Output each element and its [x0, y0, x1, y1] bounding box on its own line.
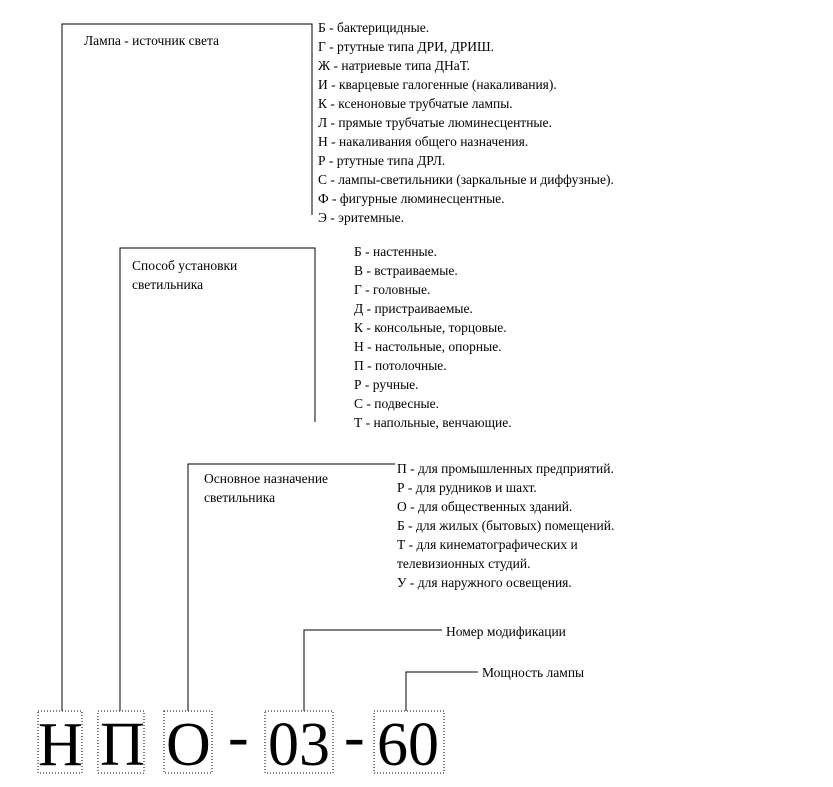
code-letter-purpose: О — [166, 711, 211, 779]
power-label: Мощность лампы — [482, 665, 585, 680]
list-item: О - для общественных зданий. — [397, 499, 573, 514]
list-item: Р - ртутные типа ДРЛ. — [318, 153, 446, 168]
code-letter-lamp: Н — [38, 711, 83, 779]
list-item: Т - напольные, венчающие. — [354, 415, 512, 430]
list-item: Т - для кинематографических и — [397, 537, 578, 552]
mounting-type-list — [354, 242, 512, 432]
purpose-type-list — [397, 459, 614, 592]
list-item: П - для промышленных предприятий. — [397, 461, 614, 476]
mounting-label-line2: светильника — [132, 277, 204, 292]
list-item: Э - эритемные. — [318, 210, 405, 225]
purpose-label-line2: светильника — [204, 490, 276, 505]
list-item: Р - ручные. — [354, 377, 419, 392]
list-item: В - встраиваемые. — [354, 263, 458, 278]
list-item: Д - пристраиваемые. — [354, 301, 473, 316]
list-item: П - потолочные. — [354, 358, 447, 373]
code-separator-1: - — [228, 703, 249, 771]
modification-connector — [304, 630, 442, 711]
purpose-label-line1: Основное назначение — [204, 471, 329, 486]
list-item: Р - для рудников и шахт. — [397, 480, 537, 495]
code-modification: 03 — [268, 711, 330, 779]
list-item: Б - бактерицидные. — [318, 20, 430, 35]
list-item: Г - ртутные типа ДРИ, ДРИШ. — [318, 39, 495, 54]
list-item: К - ксеноновые трубчатые лампы. — [318, 96, 513, 111]
mounting-label-line1: Способ установки — [132, 258, 238, 273]
list-item: Ф - фигурные люминесцентные. — [318, 191, 505, 206]
list-item: Г - головные. — [354, 282, 431, 297]
lamp-connector — [62, 24, 312, 711]
list-item: Б - для жилых (бытовых) помещений. — [397, 518, 615, 533]
list-item: С - лампы-светильники (заркальные и диффузные). — [318, 172, 614, 187]
list-item: Н - накаливания общего назначения. — [318, 134, 529, 149]
code-letter-mounting: П — [100, 711, 145, 779]
lamp-type-list — [318, 18, 614, 227]
list-item: С - подвесные. — [354, 396, 439, 411]
list-item: И - кварцевые галогенные (накаливания). — [318, 77, 557, 92]
list-item: телевизионных студий. — [397, 556, 531, 571]
list-item: У - для наружного освещения. — [397, 575, 572, 590]
list-item: К - консольные, торцовые. — [354, 320, 507, 335]
list-item: Н - настольные, опорные. — [354, 339, 502, 354]
list-item: Б - настенные. — [354, 244, 437, 259]
list-item: Ж - натриевые типа ДНаТ. — [318, 58, 470, 73]
code-power: 60 — [377, 711, 439, 779]
modification-label: Номер модификации — [446, 624, 566, 639]
list-item: Л - прямые трубчатые люминесцентные. — [318, 115, 552, 130]
code-separator-2: - — [344, 703, 365, 771]
power-connector — [406, 672, 478, 711]
lamp-label: Лампа - источник света — [84, 33, 219, 48]
